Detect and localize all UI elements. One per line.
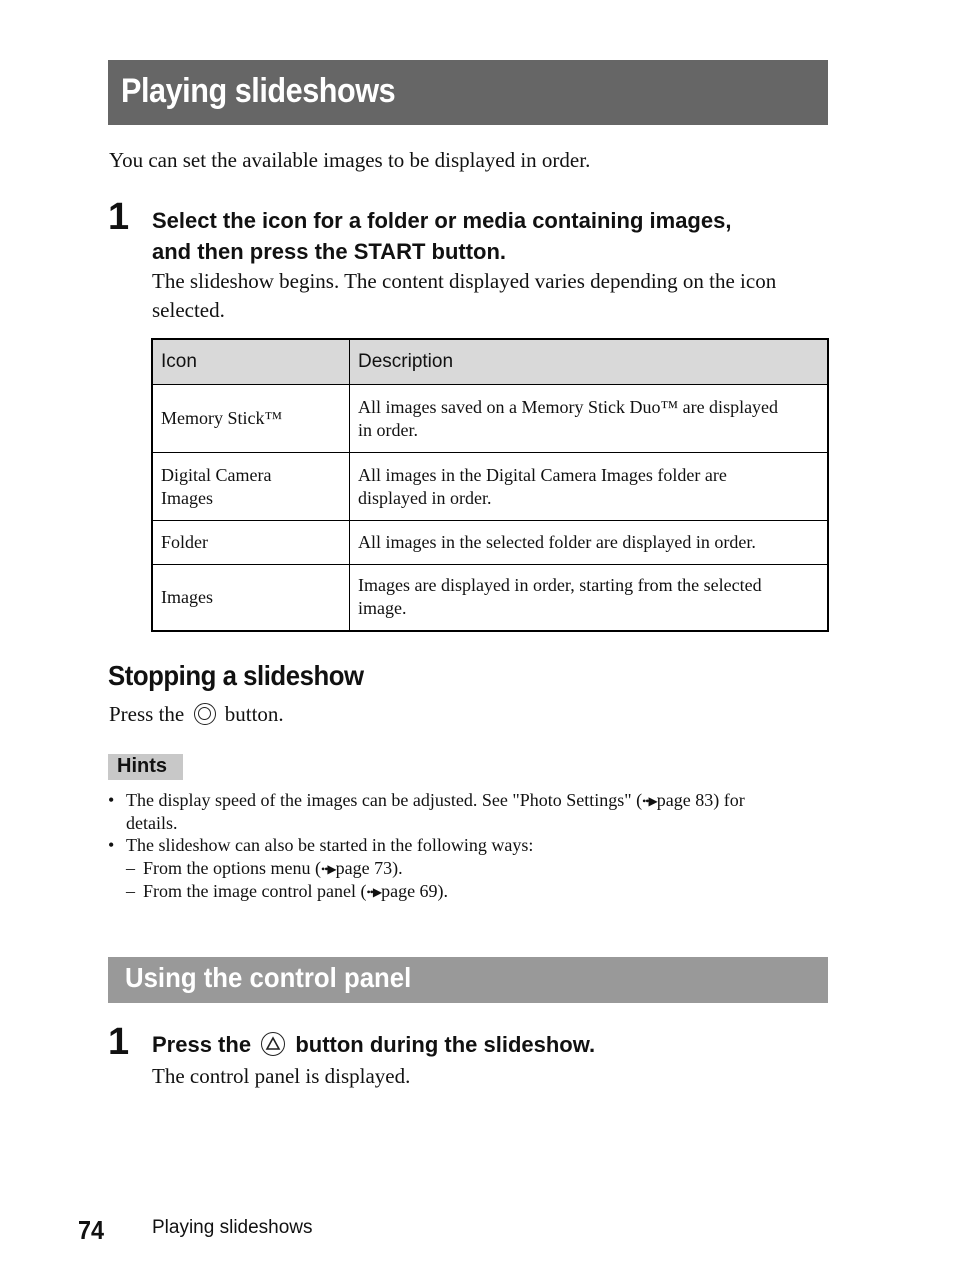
step-number: 1 (108, 1021, 130, 1063)
page-reference-arrow-icon: ••▶ (642, 794, 657, 808)
icon-line: Images (161, 487, 213, 508)
table-row (152, 453, 828, 521)
step-number: 1 (108, 196, 130, 238)
hint-text: page 69). (381, 881, 449, 901)
hint-item-2: The slideshow can also be started in the following ways: (126, 835, 534, 855)
page-reference-arrow-icon: ••▶ (366, 885, 382, 899)
table-cell-description (350, 453, 829, 521)
hint-dash: – (126, 858, 135, 878)
step-heading-prefix: Press the (152, 1032, 252, 1057)
page-reference-arrow-icon: ••▶ (321, 862, 336, 876)
hint-item-1-continued: details. (126, 813, 178, 833)
table-cell-icon (152, 453, 350, 521)
hint-text: page 83) for (656, 790, 745, 810)
stop-instruction (109, 702, 284, 727)
page-number: 74 (78, 1215, 105, 1245)
table-cell-description (350, 521, 829, 565)
hints-label-box (108, 754, 183, 780)
description-line: Images are displayed in order, starting from the selected (358, 575, 762, 596)
step-description-line2: selected. (152, 298, 225, 322)
circle-button-icon (194, 703, 216, 725)
page-title: Playing slideshows (121, 72, 396, 110)
stop-instruction-prefix: Press the (109, 702, 185, 726)
description-line: All images saved on a Memory Stick Duo™ are displayed (358, 396, 779, 417)
hint-bullet: • (108, 835, 115, 855)
hint-dash: – (126, 881, 135, 901)
table-row (152, 385, 828, 453)
table-header-row (152, 339, 828, 385)
hint-text: From the image control panel ( (143, 881, 367, 901)
icon-description-table (151, 338, 829, 632)
section-title: Using the control panel (125, 962, 412, 993)
hint-subitem-1 (143, 857, 403, 881)
step-description: The control panel is displayed. (152, 1064, 411, 1088)
running-title: Playing slideshows (152, 1217, 313, 1238)
table-header-description: Description (350, 339, 829, 385)
table-cell-icon: Folder (152, 521, 350, 565)
table-cell-description (350, 385, 829, 453)
step-heading (152, 1029, 595, 1060)
description-line: image. (358, 598, 407, 619)
table-cell-description (350, 565, 829, 631)
hint-bullet: • (108, 790, 115, 810)
step-heading-suffix: button during the slideshow. (295, 1032, 596, 1057)
stop-instruction-suffix: button. (224, 702, 284, 726)
hint-item-1 (126, 789, 745, 813)
triangle-button-icon (261, 1032, 285, 1056)
description-line: All images in the selected folder are displayed in order. (358, 532, 756, 552)
step-description (152, 267, 776, 325)
table-row (152, 565, 828, 631)
section-title-bar (108, 957, 828, 1003)
intro-text: You can set the available images to be displayed in order. (109, 148, 591, 172)
table-cell-icon: Images (152, 565, 350, 631)
hint-text: From the options menu ( (143, 858, 321, 878)
hint-text: The display speed of the images can be adjusted. See "Photo Settings" ( (126, 790, 643, 810)
hint-text: page 73). (335, 858, 403, 878)
table-header-icon: Icon (152, 339, 350, 385)
step-heading-line2: and then press the START button. (152, 239, 507, 264)
description-line: displayed in order. (358, 487, 492, 508)
step-description-line1: The slideshow begins. The content displayed varies depending on the icon (152, 269, 777, 293)
icon-line: Digital Camera (161, 464, 272, 485)
table-cell-icon: Memory Stick™ (152, 385, 350, 453)
step-heading (152, 205, 731, 267)
description-line: All images in the Digital Camera Images folder are (358, 464, 727, 485)
section-heading-stopping: Stopping a slideshow (108, 660, 364, 691)
hints-label: Hints (117, 755, 167, 777)
hint-subitem-2 (143, 880, 448, 904)
table-row (152, 521, 828, 565)
step-heading-line1: Select the icon for a folder or media containing images, (152, 208, 732, 233)
description-line: in order. (358, 419, 418, 440)
page-title-bar (108, 60, 828, 125)
